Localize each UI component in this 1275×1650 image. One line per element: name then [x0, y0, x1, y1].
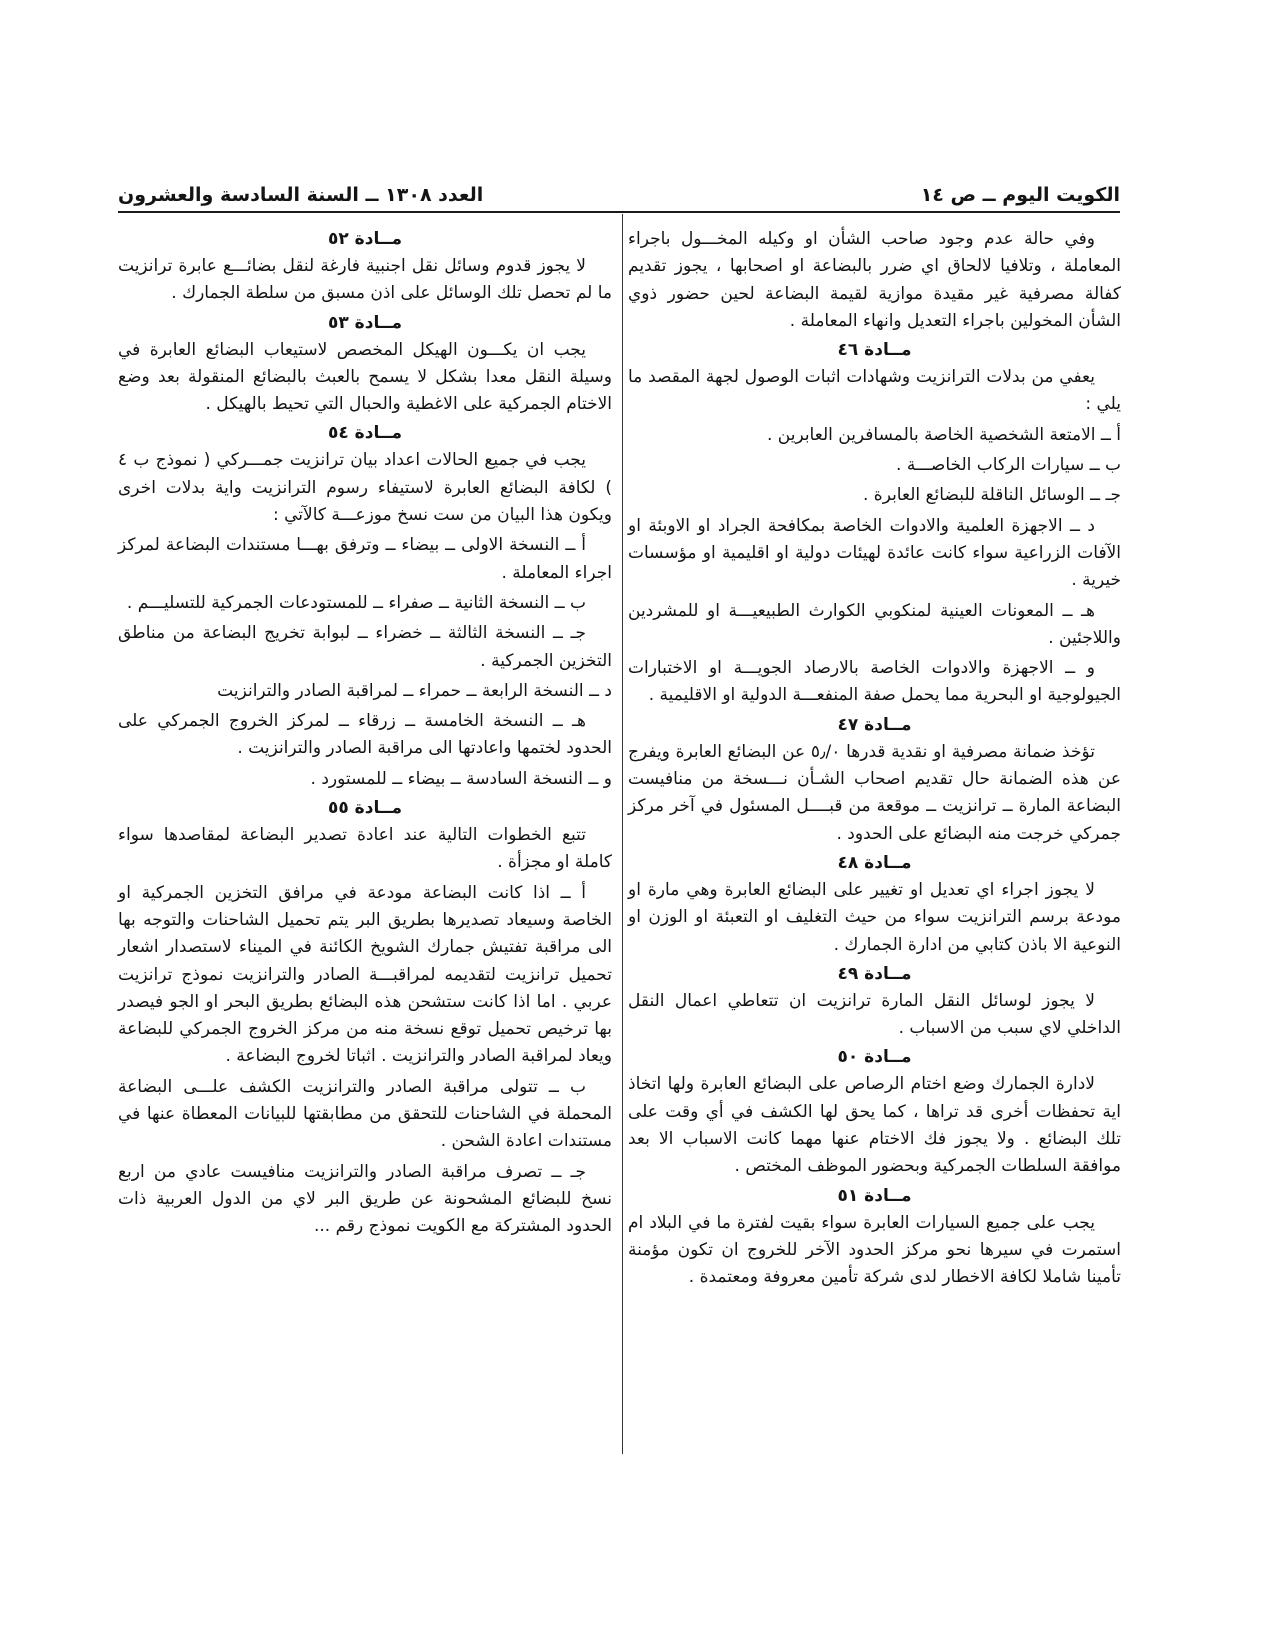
article-heading: مــادة ٤٧ [837, 714, 912, 735]
paragraph: هـ ــ المعونات العينية لمنكوبي الكوارث الطبيعيـــة او للمشردين واللاجئين . [628, 600, 1121, 648]
paragraph: تؤخذ ضمانة مصرفية او نقدية قدرها ٥٫/٠ عن البضائع العابرة ويفرج عن هذه الضمانة حال تقديم اصحاب الشـأن نـــسخة من منافيست البضاعة المارة ــ ترانزيت ــ موقعة من قبــــل المسئول في آخر مركز جمركي خرجت منه البضائع على الحدود . [628, 741, 1121, 844]
list-item: ب ــ سيارات الركاب الخاصـــة . [896, 455, 1121, 476]
list-item: و ــ النسخة السادسة ــ بيضاء ــ للمستورد . [310, 768, 612, 789]
article-heading: مــادة ٥٤ [328, 423, 402, 444]
article-heading: مــادة ٤٨ [837, 852, 912, 873]
paragraph: لا يجوز اجراء اي تعديل او تغيير على البضائع العابرة وهي مارة او مودعة برسم الترانزيت سواء من حيث التغليف او التعبئة او الوزن او النوعية الا باذن كتابي من ادارة الجمارك . [628, 879, 1121, 955]
paragraph: يجب على جميع السيارات العابرة سواء بقيت لفترة ما في البلاد ام استمرت في سيرها نحو مركز الحدود الآخر للخروج ان تكون مؤمنة تأمينا شاملا لكافة الاخطار لدى شركة تأمين معروفة ومعتمدة . [628, 1212, 1121, 1288]
header-issue-reference: العدد ١٣٠٨ ــ السنة السادسة والعشرون [118, 184, 484, 206]
paragraph: د ــ الاجهزة العلمية والادوات الخاصة بمكافحة الجراد او الاوبئة او الآفات الزراعية سواء كانت عائدة لهيئات دولية او اقليمية او مؤسسات خيرية . [628, 515, 1121, 591]
paragraph: لادارة الجمارك وضع اختام الرصاص على البضائع العابرة ولها اتخاذ اية تحفظات أخرى قد تراها ، كما يحق لها الكشف في أي وقت على تلك البضائع . ولا يجوز فك الاختام عنها مهما كانت الاسباب الا بعد موافقة السلطات الجمركية وبحضور الموظف المختص . [628, 1074, 1121, 1177]
paragraph: لا يجوز لوسائل النقل المارة ترانزيت ان تتعاطي اعمال النقل الداخلي لاي سبب من الاسباب . [628, 990, 1121, 1039]
article-heading: مــادة ٥١ [837, 1185, 912, 1206]
paragraph: هـ ــ النسخة الخامسة ــ زرقاء ــ لمركز الخروج الجمركي على الحدود لختمها واعادتها الى مراقبة الصادر والترانزيت . [118, 711, 612, 759]
header-page-reference: الكويت اليوم ــ ص ١٤ [920, 184, 1120, 206]
paragraph: وفي حالة عدم وجود صاحب الشأن او وكيله المخـــول باجراء المعاملة ، وتلافيا لالحاق اي ضرر بالبضاعة او اصحابها ، يجوز تقديم كفالة مصرفية غير مقيدة موازية لقيمة البضاعة لحين حضور ذوي الشأن المخولين باجراء التعديل وانهاء المعاملة . [628, 229, 1121, 331]
page-header [118, 176, 1120, 206]
paragraph: يجب ان يكـــون الهيكل المخصص لاستيعاب البضائع العابرة في وسيلة النقل معدا بشكل لا يسمح بالعبث بالبضائع المنقولة بعد وضع الاختام الجمركية على الاغطية والحبال التي تحيط بالهيكل . [118, 339, 612, 415]
paragraph: ب ــ تتولى مراقبة الصادر والترانزيت الكشف علـــى البضاعة المحملة في الشاحنات للتحقق من مطابقتها للبيانات المعطاة عنها في مستندات اعادة الشحن . [118, 1076, 612, 1152]
paragraph: ب ــ النسخة الثانية ــ صفراء ــ للمستودعات الجمركية للتسليـــم . [126, 592, 586, 613]
left-column [118, 226, 612, 1244]
list-item: د ــ النسخة الرابعة ــ حمراء ــ لمراقبة الصادر والترانزيت [217, 680, 612, 701]
paragraph: أ ــ النسخة الاولى ــ بيضاء ــ وترفق بهـــا مستندات البضاعة لمركز اجراء المعاملة . [118, 535, 612, 583]
header-rule [118, 211, 1120, 213]
paragraph: جـ ــ النسخة الثالثة ــ خضراء ــ لبوابة تخريج البضاعة من مناطق التخزين الجمركية . [118, 623, 612, 671]
right-column [628, 226, 1121, 1295]
paragraph: يعفي من بدلات الترانزيت وشهادات اثبات الوصول لجهة المقصد ما يلي : [628, 367, 1121, 415]
article-heading: مــادة ٤٦ [837, 340, 912, 361]
paragraph: أ ــ اذا كانت البضاعة مودعة في مرافق التخزين الجمركية او الخاصة وسيعاد تصديرها بطريق البر يتم تحميل الشاحنات والتوجه بها الى مراقبة تفتيش جمارك الشويخ الكائنة في الميناء لاستصدار اشعار تحميل ترانزيت لتقديمه لمراقبـــة الصادر والترانزيت نموذج ترانزيت عربي . اما اذا كانت ستشحن هذه البضائع بطريق البحر او الجو فيصدر بها ترخيص تحميل توقع نسخة منه من مركز الخروج الجمركي للبضاعة ويعاد لمراقبة الصادر والترانزيت . اثباتا لخروج البضاعة . [118, 882, 612, 1067]
paragraph: و ــ الاجهزة والادوات الخاصة بالارصاد الجويـــة او الاختبارات الجيولوجية او البحرية مما يحمل صفة المنفعـــة الدولية او الاقليمية . [628, 658, 1121, 706]
paragraph: تتبع الخطوات التالية عند اعادة تصدير البضاعة لمقاصدها سواء كاملة او مجزأة . [118, 825, 612, 873]
column-divider [622, 214, 623, 1454]
article-heading: مــادة ٥٣ [328, 312, 402, 333]
paragraph: يجب في جميع الحالات اعداد بيان ترانزيت جمـــركي ( نموذج ب ٤ ) لكافة البضائع العابرة لاستيفاء رسوم الترانزيت واية بدلات اخرى ويكون هذا البيان من ست نسخ موزعـــة كالآتي : [118, 450, 612, 526]
paragraph: جـ ــ تصرف مراقبة الصادر والترانزيت منافيست عادي من اربع نسخ للبضائع المشحونة عن طريق البر لاي من الدول العربية ذات الحدود المشتركة مع الكويت نموذج رقم ... [118, 1161, 612, 1237]
list-item: أ ــ الامتعة الشخصية الخاصة بالمسافرين العابرين . [766, 424, 1121, 445]
article-heading: مــادة ٤٩ [837, 963, 912, 984]
article-heading: مــادة ٥٢ [328, 229, 402, 249]
article-heading: مــادة ٥٠ [837, 1047, 912, 1068]
list-item: جـ ــ الوسائل الناقلة للبضائع العابرة . [862, 485, 1121, 506]
article-heading: مــادة ٥٥ [328, 798, 402, 819]
paragraph: لا يجوز قدوم وسائل نقل اجنبية فارغة لنقل بضائـــع عابرة ترانزيت ما لم تحصل تلك الوسائل على اذن مسبق من سلطة الجمارك . [118, 256, 612, 304]
